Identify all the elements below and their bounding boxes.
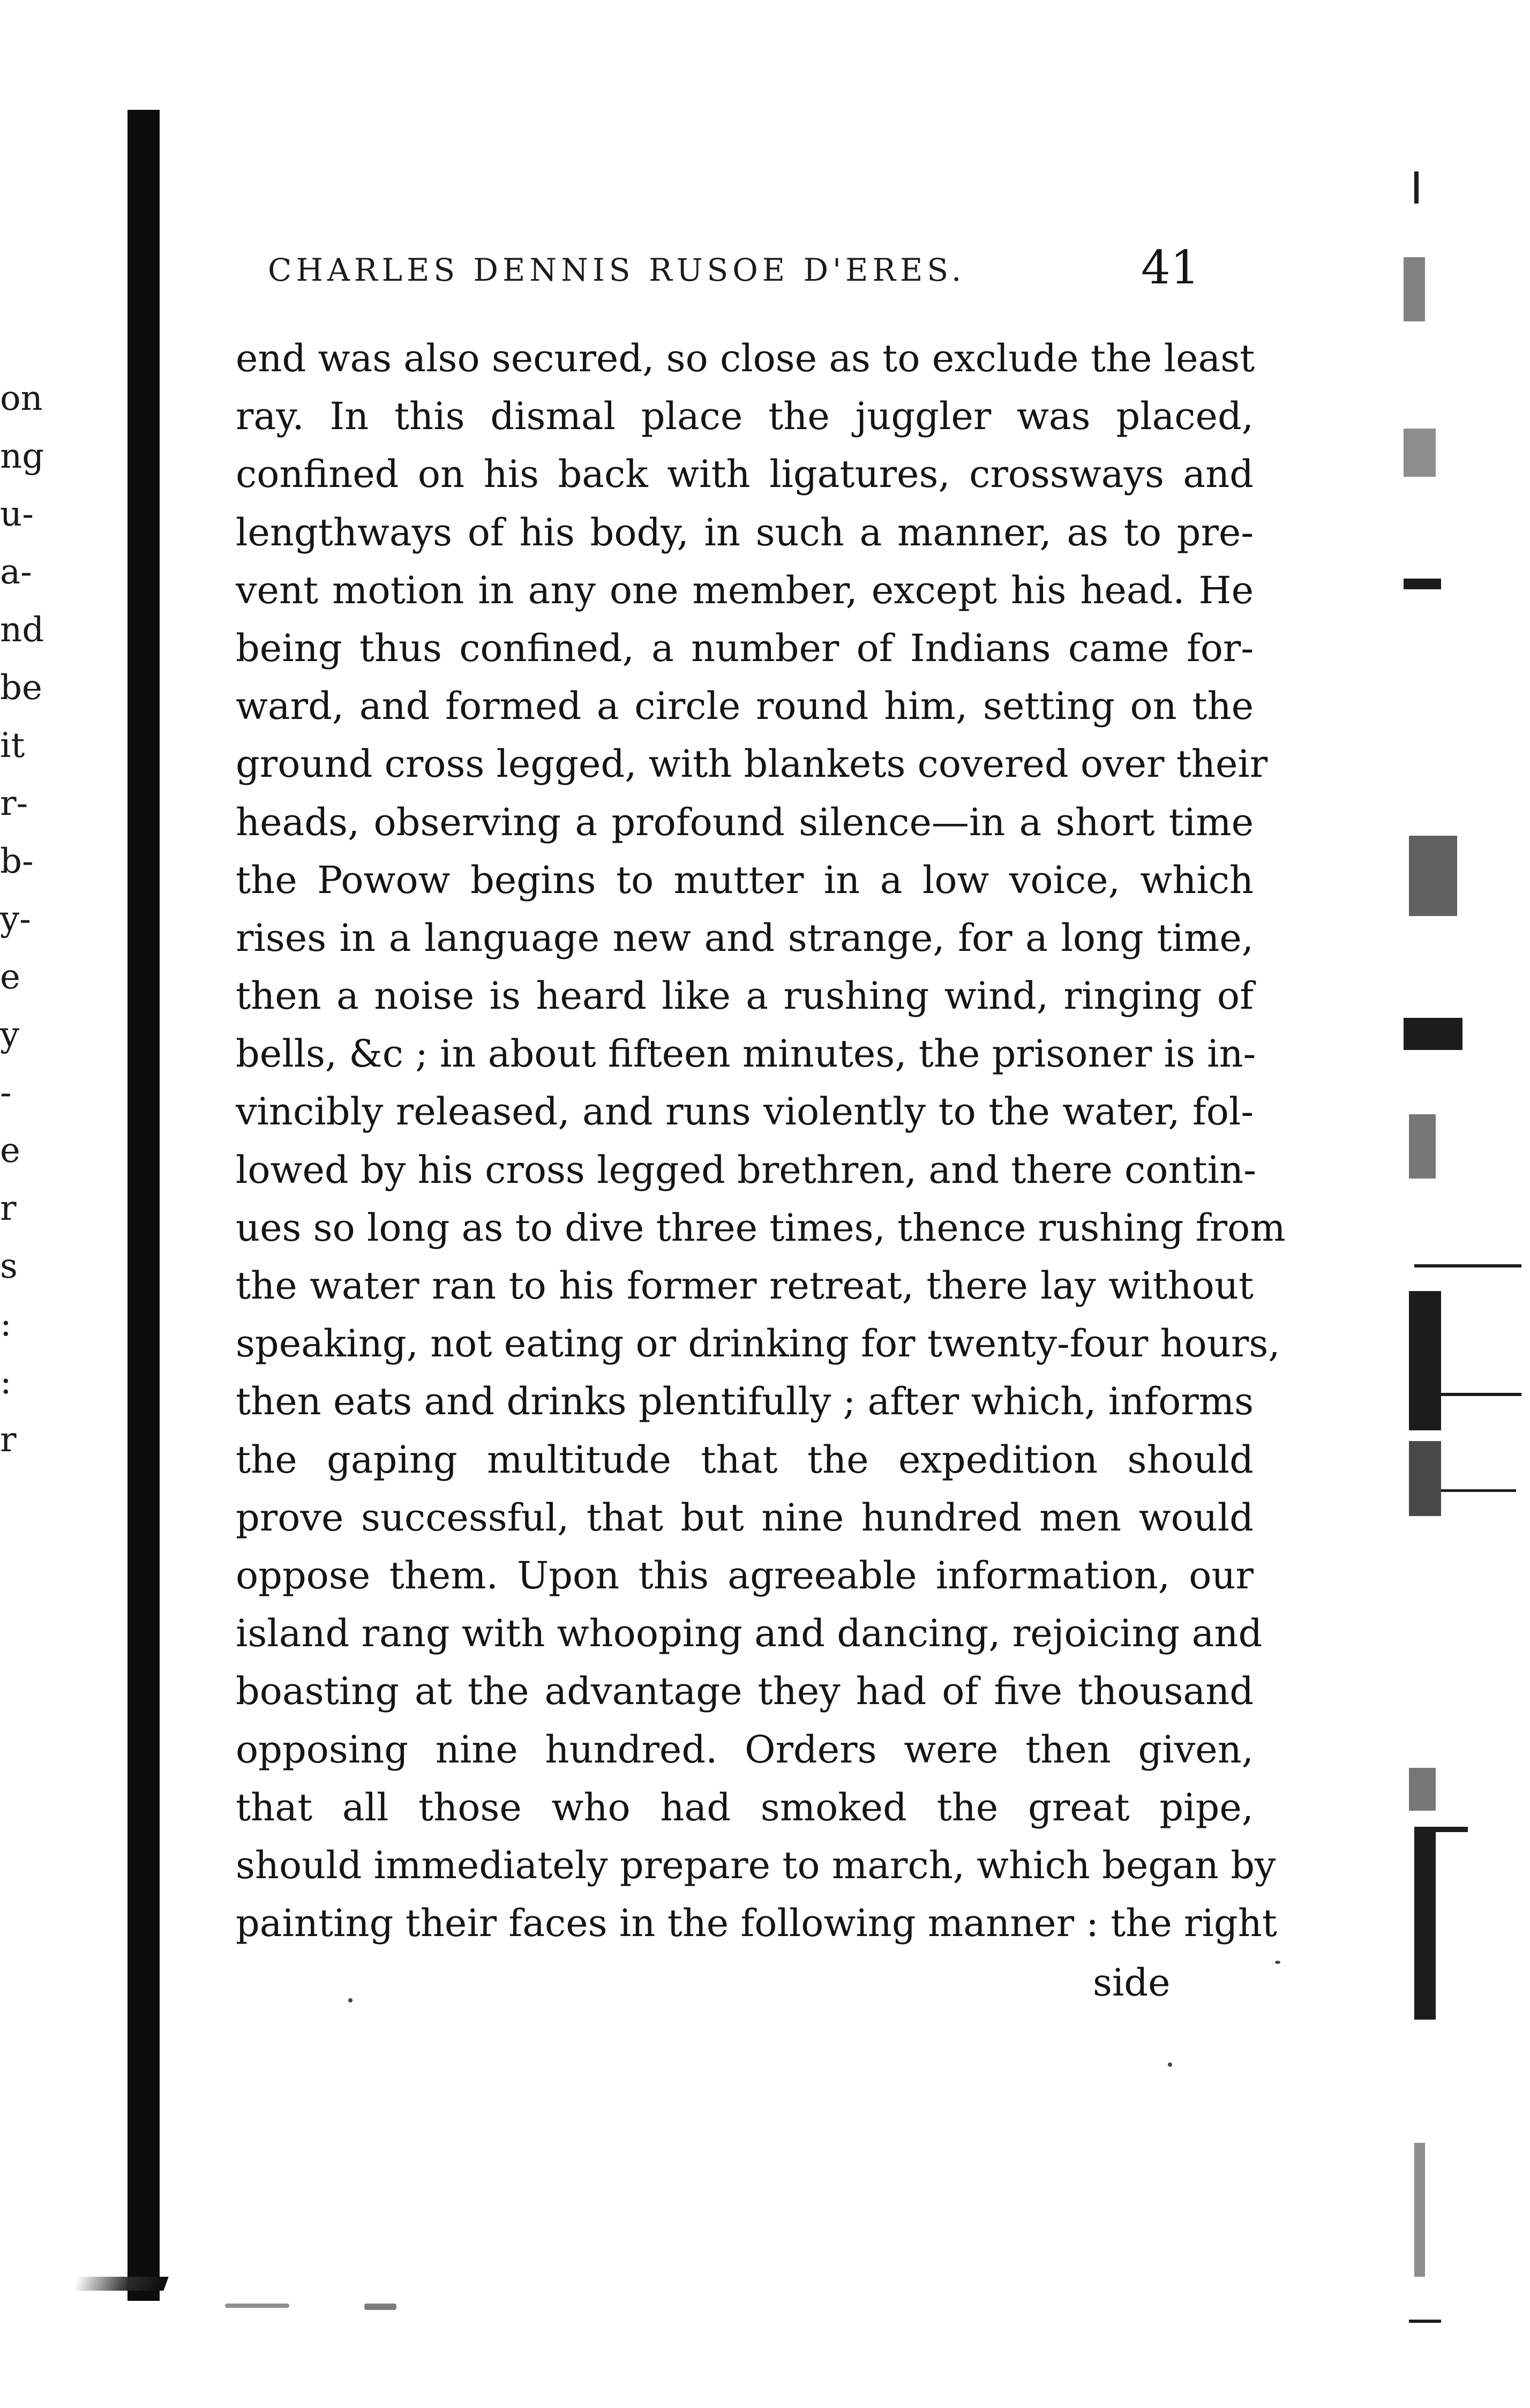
text-line: should immediately prepare to march, which began by <box>236 1843 1276 1887</box>
bleed-mark <box>1414 1832 1436 2020</box>
binding-spine <box>128 110 160 2301</box>
paper-speck <box>1275 1961 1280 1964</box>
bleed-mark <box>1404 257 1425 321</box>
page-number: 41 <box>1141 241 1200 295</box>
paper-speck <box>225 2304 289 2308</box>
bleed-fragment: e <box>0 957 20 997</box>
text-line: lengthways of his body, in such a manner, as to pre- <box>236 510 1254 554</box>
bleed-fragment: : <box>0 1362 12 1402</box>
text-line: lowed by his cross legged brethren, and there contin- <box>236 1147 1256 1192</box>
bleed-mark <box>1414 2143 1425 2277</box>
text-line: the water ran to his former retreat, there lay without <box>236 1264 1254 1308</box>
bleed-mark <box>1404 429 1436 477</box>
text-line: opposing nine hundred. Orders were then given, <box>236 1727 1254 1772</box>
bleed-fragment: r <box>0 1189 17 1228</box>
running-head: CHARLES DENNIS RUSOE D'ERES. <box>268 252 966 288</box>
bleed-fragment: y- <box>0 899 31 939</box>
bleed-fragment: e <box>0 1131 20 1171</box>
text-line: speaking, not eating or drinking for twenty-four hours, <box>236 1322 1280 1366</box>
text-line: then eats and drinks plentifully ; after which, informs <box>236 1379 1254 1424</box>
text-line: painting their faces in the following manner : the right <box>236 1901 1277 1946</box>
bleed-fragment: y <box>0 1015 20 1055</box>
paper-speck <box>1168 2062 1172 2067</box>
text-line: ward, and formed a circle round him, setting on the <box>236 684 1254 729</box>
bleed-fragment: be <box>0 668 42 708</box>
paper-speck <box>364 2304 396 2310</box>
bleed-mark <box>1441 1489 1516 1492</box>
text-line: the Powow begins to mutter in a low voice, which <box>236 858 1254 902</box>
bleed-mark <box>1414 171 1419 204</box>
bleed-fragment: on <box>0 379 43 418</box>
text-line: that all those who had smoked the great pipe, <box>236 1785 1254 1829</box>
bleed-mark <box>1441 1393 1521 1396</box>
text-line: ues so long as to dive three times, thence rushing from <box>236 1205 1286 1250</box>
bleed-fragment: : <box>0 1304 12 1344</box>
bleed-fragment: it <box>0 726 25 766</box>
text-line: confined on his back with ligatures, crossways and <box>236 452 1254 497</box>
bleed-fragment: a- <box>0 552 32 592</box>
bleed-fragment: r <box>0 1420 17 1460</box>
bleed-mark <box>1414 1827 1468 1832</box>
text-line: prove successful, that but nine hundred men would <box>236 1495 1254 1540</box>
text-line: being thus confined, a number of Indians came for- <box>236 626 1254 670</box>
bleed-mark <box>1409 1291 1441 1430</box>
bleed-fragment: ng <box>0 437 44 476</box>
bleed-fragment: u- <box>0 494 34 534</box>
text-line: ground cross legged, with blankets covered over their <box>236 742 1268 786</box>
text-line: vincibly released, and runs violently to the water, fol- <box>236 1090 1254 1134</box>
body-text <box>236 329 1286 1952</box>
text-line: end was also secured, so close as to exclude the least <box>236 336 1255 380</box>
paper-speck <box>348 1998 352 2002</box>
bleed-mark <box>1414 1264 1521 1267</box>
catchword: side <box>1093 1961 1171 2005</box>
page-header <box>246 241 1264 305</box>
bleed-mark <box>1409 1441 1441 1516</box>
text-line: vent motion in any one member, except his head. He <box>236 568 1254 612</box>
text-line: boasting at the advantage they had of five thousand <box>236 1669 1254 1714</box>
bleed-mark <box>1409 1114 1436 1179</box>
bleed-mark <box>1409 1768 1436 1811</box>
bleed-fragment: - <box>0 1073 12 1113</box>
bleed-fragment: nd <box>0 610 44 650</box>
text-line: oppose them. Upon this agreeable information, our <box>236 1553 1254 1597</box>
text-line: ray. In this dismal place the juggler was placed, <box>236 394 1254 439</box>
left-page-bleed-through <box>0 370 86 1977</box>
text-line: heads, observing a profound silence—in a short time <box>236 800 1254 844</box>
bleed-fragment: s <box>0 1247 18 1286</box>
text-line: rises in a language new and strange, for a long time, <box>236 916 1254 960</box>
text-line: island rang with whooping and dancing, rejoicing and <box>236 1611 1263 1656</box>
text-line: bells, &c ; in about fifteen minutes, the prisoner is in- <box>236 1032 1256 1076</box>
binding-spine-foot <box>72 2277 168 2291</box>
text-line: the gaping multitude that the expedition should <box>236 1437 1254 1482</box>
bleed-fragment: r- <box>0 784 28 823</box>
text-line: then a noise is heard like a rushing wind, ringing of <box>236 974 1254 1018</box>
bleed-mark <box>1409 2320 1441 2323</box>
bleed-mark <box>1409 836 1457 916</box>
bleed-mark <box>1404 579 1441 589</box>
right-edge-bleed-marks <box>1393 161 1530 2330</box>
bleed-fragment: b- <box>0 842 34 881</box>
bleed-mark <box>1404 1018 1462 1050</box>
